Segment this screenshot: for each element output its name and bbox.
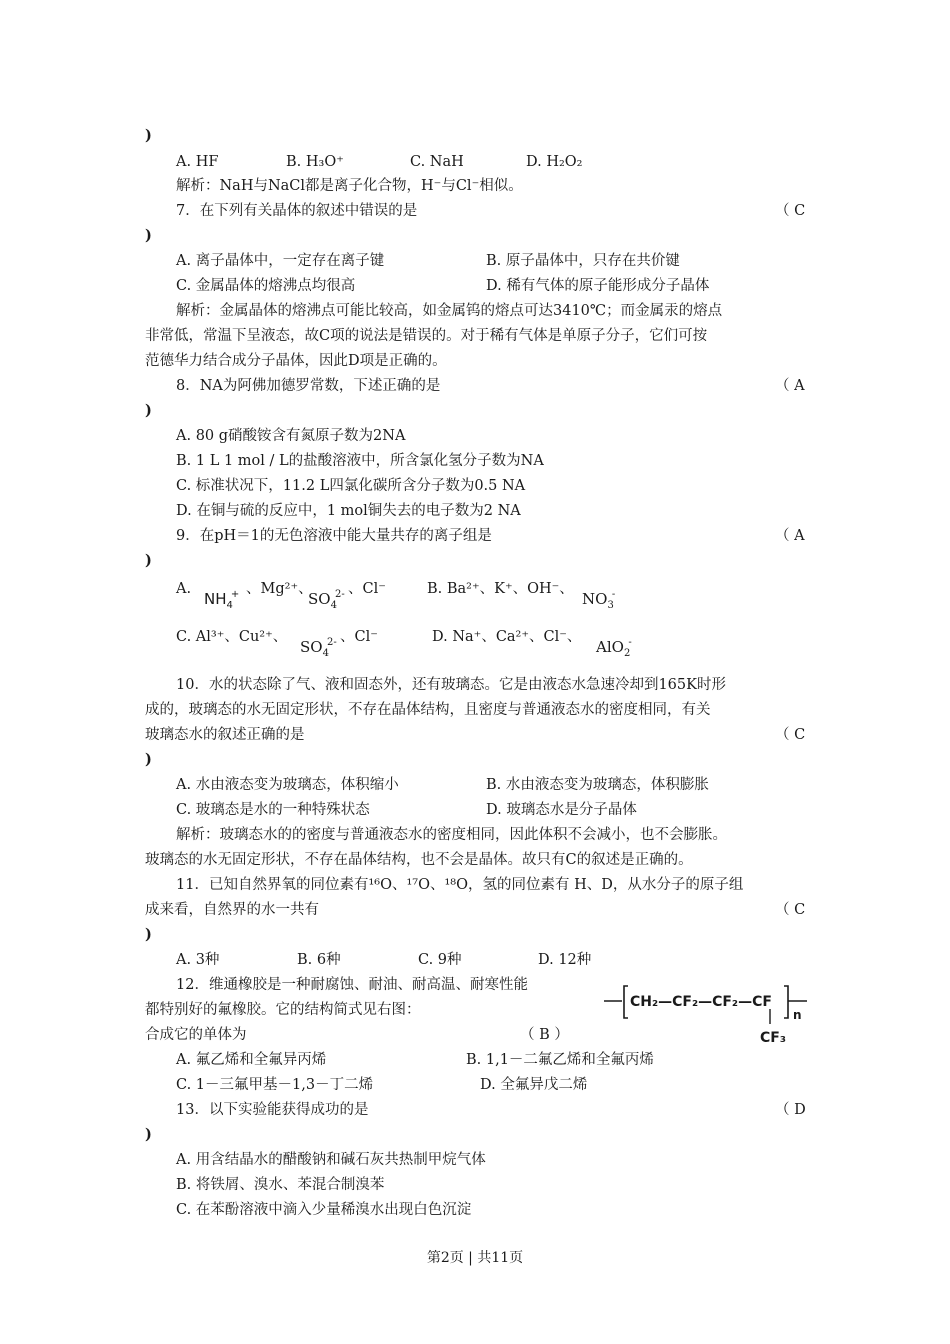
q12-option-c: C. 1－三氟甲基－1,3－丁二烯: [176, 1077, 374, 1093]
q7-explanation-3: 范德华力结合成分子晶体，因此D项是正确的。: [145, 353, 447, 369]
q6-explanation: 解析：NaH与NaCl都是离子化合物，H⁻与Cl⁻相似。: [176, 178, 523, 194]
q10-stem-2: 成的，玻璃态的水无固定形状，不存在晶体结构，且密度与普通液态水的密度相同，有关: [145, 702, 711, 718]
q13-answer: （ D: [775, 1102, 806, 1118]
q13-option-b: B. 将铁屑、溴水、苯混合制溴苯: [176, 1177, 385, 1193]
q10-answer: （ C: [775, 727, 806, 743]
q11-option-d: D. 12种: [538, 952, 592, 968]
q12-stem-3: 合成它的单体为: [145, 1027, 247, 1043]
ion-so4: $SO_4^{2-}$: [308, 589, 345, 611]
q9-paren: ): [145, 552, 152, 569]
q7-option-a: A. 离子晶体中，一定存在离子键: [176, 253, 385, 269]
ion-no3: $NO_3^-$: [582, 589, 616, 611]
q12-option-a: A. 氟乙烯和全氟异丙烯: [176, 1052, 327, 1068]
q8-option-a: A. 80 g硝酸铵含有氮原子数为2NA: [176, 428, 406, 444]
q11-option-a: A. 3种: [176, 952, 220, 968]
q9-option-c: C. Al³⁺、Cu²⁺、: [176, 629, 288, 645]
q8-option-d: D. 在铜与硫的反应中，1 mol铜失去的电子数为2 NA: [176, 503, 521, 519]
q7-explanation-2: 非常低，常温下呈液态，故C项的说法是错误的。对于稀有气体是单原子分子，它们可按: [145, 328, 708, 344]
q11-stem-2: 成来看，自然界的水一共有: [145, 902, 319, 918]
q7-option-d: D. 稀有气体的原子能形成分子晶体: [486, 278, 710, 294]
q11-option-b: B. 6种: [297, 952, 341, 968]
q11-paren: ): [145, 926, 152, 943]
q7-stem: 7．在下列有关晶体的叙述中错误的是: [176, 203, 418, 219]
q9-option-a-mid: 、Mg²⁺、: [246, 581, 313, 597]
q12-option-d: D. 全氟异戊二烯: [480, 1077, 588, 1093]
q10-stem-3: 玻璃态水的叙述正确的是: [145, 727, 305, 743]
q13-option-a: A. 用含结晶水的醋酸钠和碱石灰共热制甲烷气体: [176, 1152, 486, 1168]
q8-option-b: B. 1 L 1 mol / L的盐酸溶液中，所含氯化氢分子数为NA: [176, 453, 544, 469]
q11-stem-1: 11．已知自然界氧的同位素有¹⁶O、¹⁷O、¹⁸O，氢的同位素有 H、D，从水分子的原子组: [176, 877, 744, 893]
q7-explanation-1: 解析：金属晶体的熔沸点可能比较高，如金属钨的熔点可达3410℃；而金属汞的熔点: [176, 303, 723, 319]
structure-branch: CF₃: [760, 1030, 786, 1046]
q9-option-d: D. Na⁺、Ca²⁺、Cl⁻、: [432, 629, 582, 645]
q7-option-c: C. 金属晶体的熔沸点均很高: [176, 278, 356, 294]
page-footer: 第2页 | 共11页: [426, 1250, 524, 1266]
q10-stem-1: 10．水的状态除了气、液和固态外，还有玻璃态。它是由液态水急速冷却到165K时形: [176, 677, 726, 693]
q9-stem: 9．在pH＝1的无色溶液中能大量共存的离子组是: [176, 528, 492, 544]
polymer-structure: [600, 980, 810, 1048]
q13-paren: ): [145, 1126, 152, 1143]
ion-alo2: AlO$_2$-: [596, 637, 632, 659]
q13-option-c: C. 在苯酚溶液中滴入少量稀溴水出现白色沉淀: [176, 1202, 472, 1218]
structure-n: n: [793, 1008, 802, 1022]
q8-option-c: C. 标准状况下，11.2 L四氯化碳所含分子数为0.5 NA: [176, 478, 526, 494]
q13-stem: 13．以下实验能获得成功的是: [176, 1102, 369, 1118]
q9-option-b: B. Ba²⁺、K⁺、OH⁻、: [427, 581, 574, 597]
structure-chain: CH₂—CF₂—CF₂—CF: [630, 994, 772, 1010]
q7-answer: （ C: [775, 203, 806, 219]
q11-option-c: C. 9种: [418, 952, 462, 968]
q6-option-c: C. NaH: [410, 154, 464, 170]
q10-explanation-2: 玻璃态的水无固定形状，不存在晶体结构，也不会是晶体。故只有C的叙述是正确的。: [145, 852, 693, 868]
q6-option-b: B. H₃O⁺: [286, 154, 344, 170]
q11-answer: （ C: [775, 902, 806, 918]
q12-stem-1: 12．维通橡胶是一种耐腐蚀、耐油、耐高温、耐寒性能: [176, 977, 528, 993]
q6-option-d: D. H₂O₂: [526, 154, 583, 170]
ion-so4-c: $SO_4^{2-}$: [300, 637, 337, 659]
q8-paren: ): [145, 402, 152, 419]
q7-option-b: B. 原子晶体中，只存在共价键: [486, 253, 680, 269]
q10-option-b: B. 水由液态变为玻璃态，体积膨胀: [486, 777, 709, 793]
q10-option-c: C. 玻璃态是水的一种特殊状态: [176, 802, 370, 818]
q9-option-a-label: A.: [176, 581, 192, 597]
q10-paren: ): [145, 751, 152, 768]
q7-paren: ): [145, 227, 152, 244]
q10-option-d: D. 玻璃态水是分子晶体: [486, 802, 637, 818]
q8-answer: （ A: [775, 378, 805, 394]
q12-option-b: B. 1,1－二氟乙烯和全氟丙烯: [466, 1052, 654, 1068]
q6-option-a: A. HF: [176, 154, 219, 170]
ion-nh4: $NH_4^+$: [204, 589, 240, 611]
q8-stem: 8．NA为阿佛加德罗常数，下述正确的是: [176, 378, 441, 394]
q10-explanation-1: 解析：玻璃态水的的密度与普通液态水的密度相同，因此体积不会减小，也不会膨胀。: [176, 827, 727, 843]
q10-option-a: A. 水由液态变为玻璃态，体积缩小: [176, 777, 399, 793]
q9-answer: （ A: [775, 528, 805, 544]
q9-option-c-end: 、Cl⁻: [340, 629, 378, 645]
q9-option-a-end: 、Cl⁻: [348, 581, 386, 597]
q12-answer: （ B ）: [520, 1027, 569, 1043]
q12-stem-2: 都特别好的氟橡胶。它的结构简式见右图：: [145, 1002, 421, 1018]
closing-paren: ): [145, 127, 152, 144]
